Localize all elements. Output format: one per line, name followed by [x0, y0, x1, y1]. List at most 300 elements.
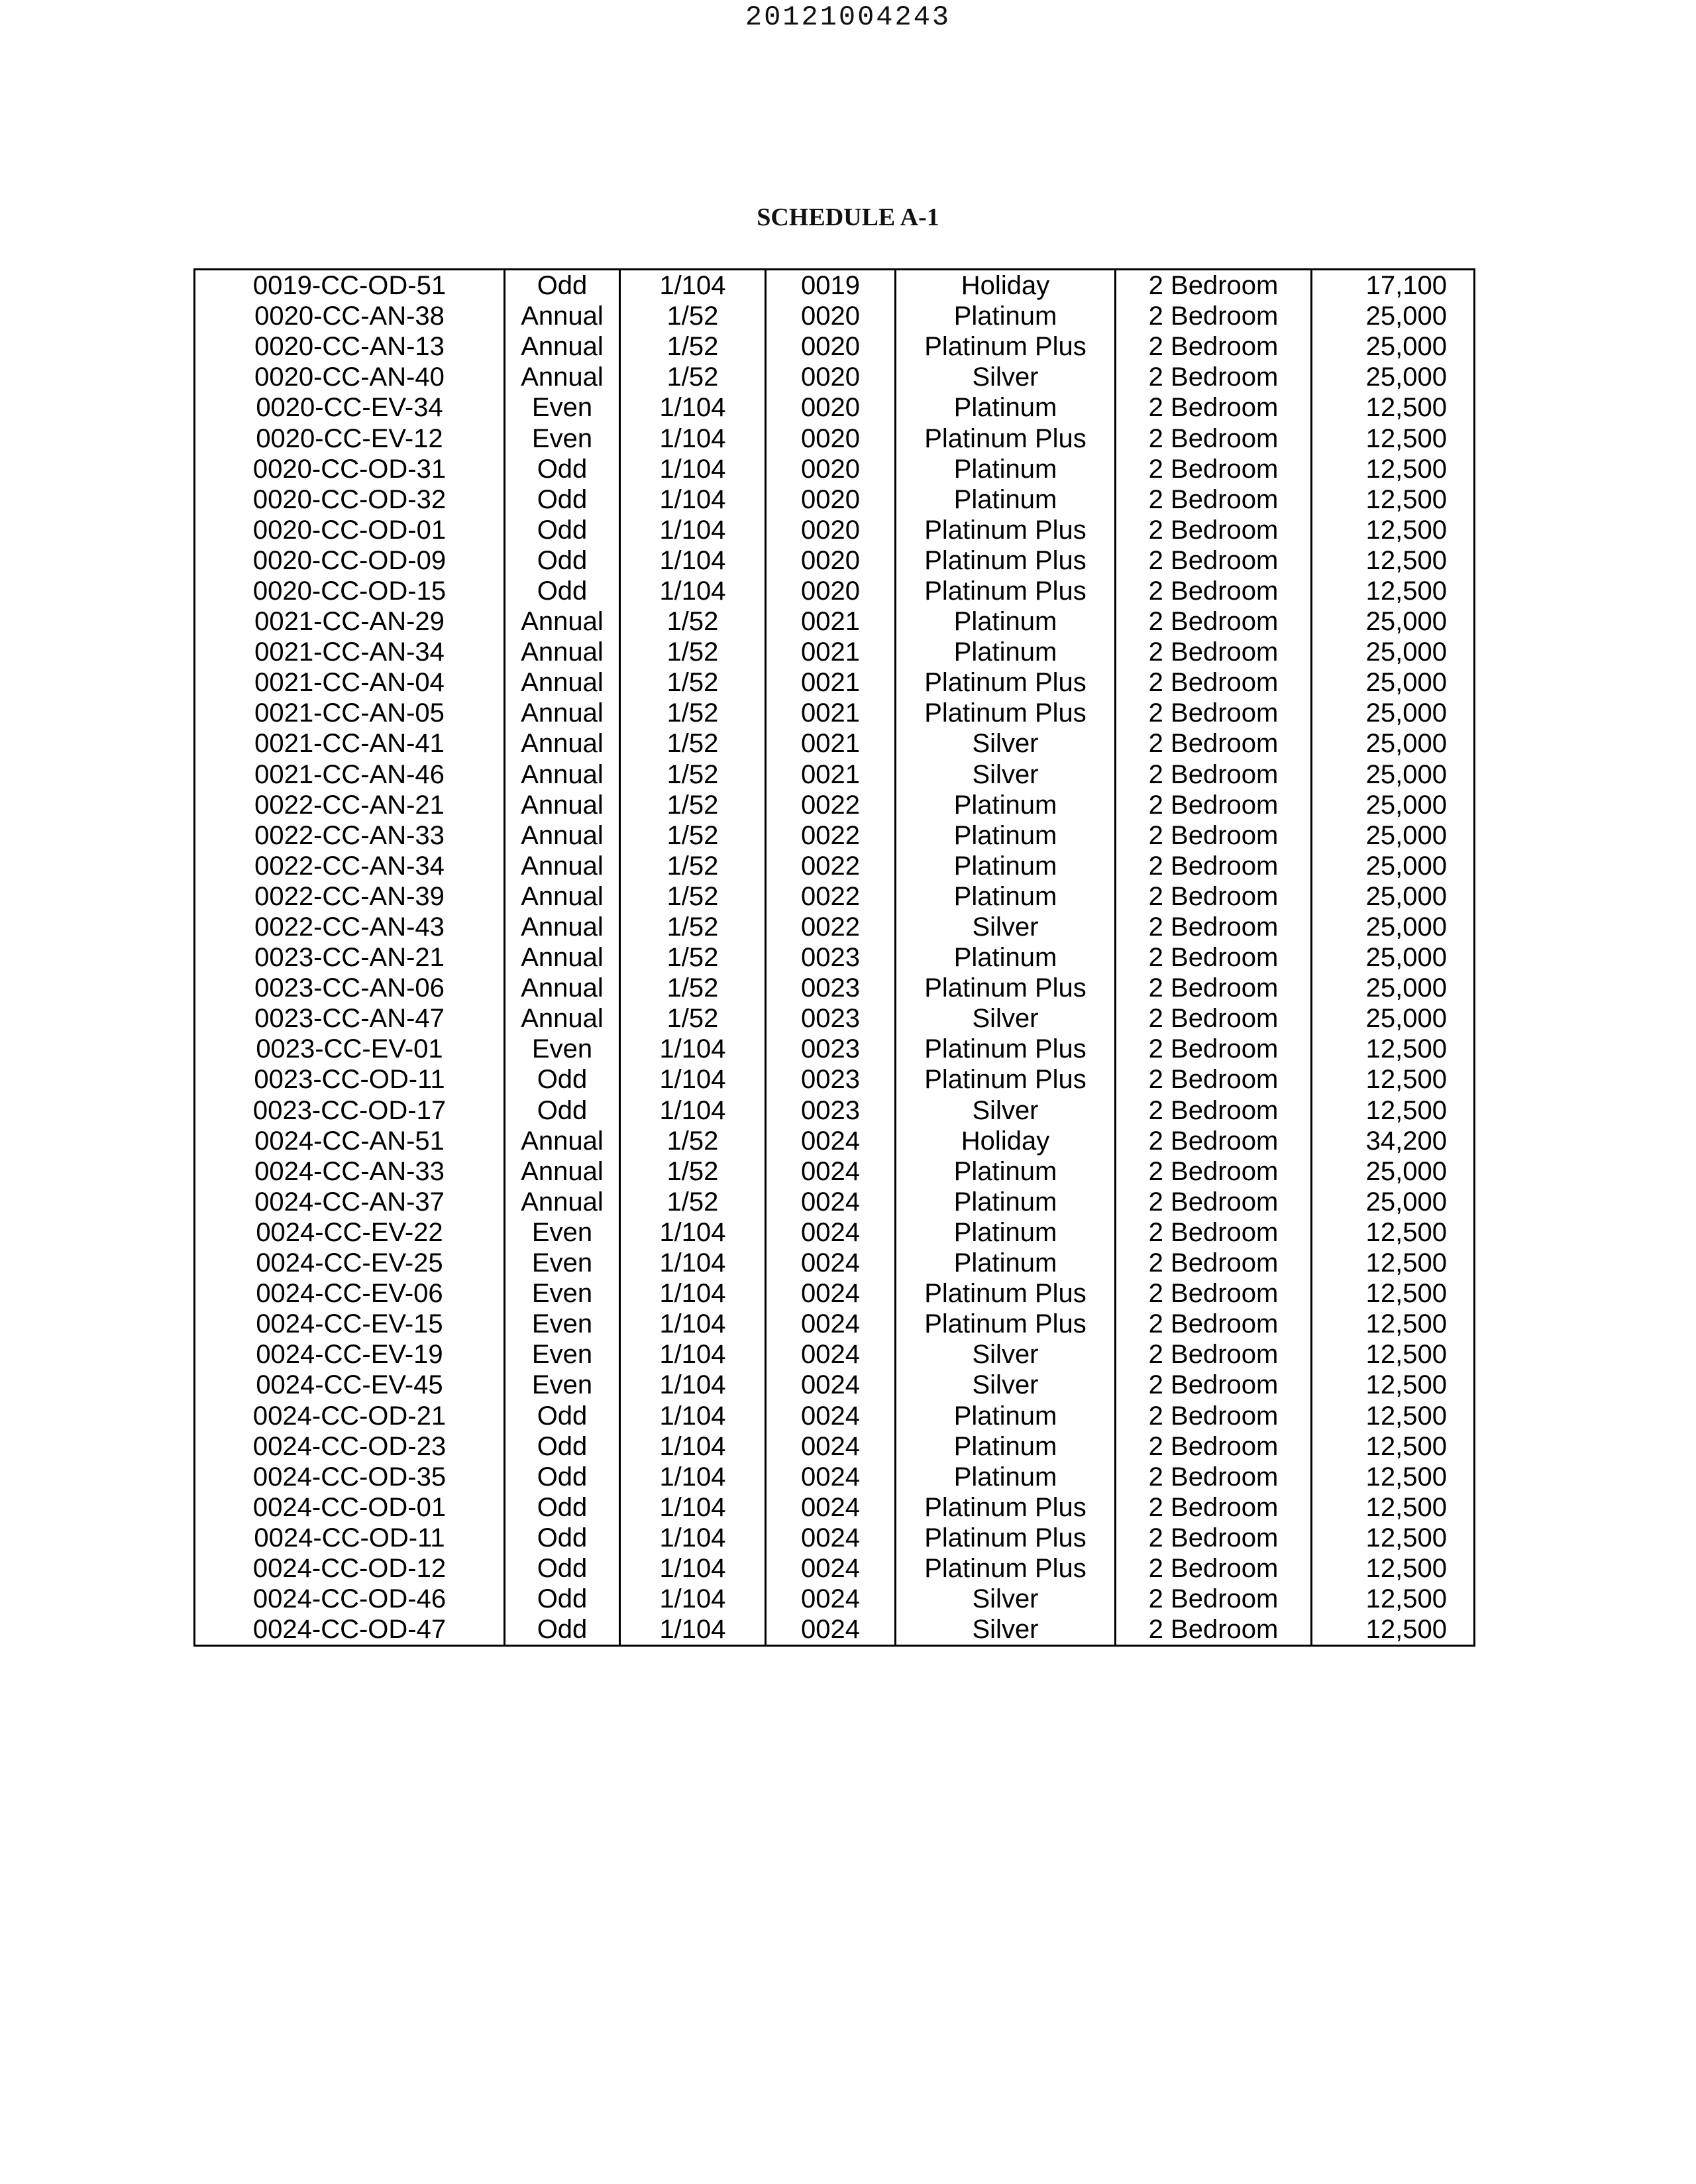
fraction-cell: 1/52 — [620, 851, 766, 881]
unit-cell: 0020 — [766, 515, 896, 545]
interest-id-cell: 0023-CC-OD-17 — [195, 1095, 505, 1126]
unit-type-cell: 2 Bedroom — [1116, 362, 1312, 392]
price-cell: 25,000 — [1312, 1156, 1475, 1187]
price-cell: 34,200 — [1312, 1126, 1475, 1156]
unit-cell: 0022 — [766, 881, 896, 912]
interest-id-cell: 0024-CC-AN-51 — [195, 1126, 505, 1156]
unit-type-cell: 2 Bedroom — [1116, 484, 1312, 515]
unit-type-cell: 2 Bedroom — [1116, 1003, 1312, 1034]
table-row — [195, 790, 1475, 820]
interest-id-cell: 0024-CC-OD-46 — [195, 1584, 505, 1614]
interest-id-cell: 0023-CC-EV-01 — [195, 1034, 505, 1064]
season-cell: Silver — [896, 912, 1116, 942]
table-row — [195, 1462, 1475, 1492]
table-row — [195, 515, 1475, 545]
fraction-cell: 1/104 — [620, 1064, 766, 1095]
use-year-cell: Even — [505, 1339, 620, 1370]
season-cell: Platinum — [896, 820, 1116, 851]
unit-type-cell: 2 Bedroom — [1116, 1553, 1312, 1584]
unit-cell: 0020 — [766, 392, 896, 423]
use-year-cell: Odd — [505, 1553, 620, 1584]
season-cell: Silver — [896, 1095, 1116, 1126]
unit-cell: 0020 — [766, 362, 896, 392]
use-year-cell: Annual — [505, 942, 620, 973]
unit-type-cell: 2 Bedroom — [1116, 820, 1312, 851]
price-cell: 25,000 — [1312, 606, 1475, 637]
season-cell: Silver — [896, 1614, 1116, 1646]
unit-cell: 0021 — [766, 698, 896, 728]
fraction-cell: 1/52 — [620, 759, 766, 790]
table-row — [195, 270, 1475, 301]
unit-cell: 0020 — [766, 484, 896, 515]
price-cell: 12,500 — [1312, 1614, 1475, 1646]
fraction-cell: 1/52 — [620, 1003, 766, 1034]
unit-cell: 0024 — [766, 1156, 896, 1187]
fraction-cell: 1/104 — [620, 1309, 766, 1339]
interest-id-cell: 0024-CC-EV-19 — [195, 1339, 505, 1370]
unit-cell: 0021 — [766, 667, 896, 698]
season-cell: Silver — [896, 1370, 1116, 1400]
fraction-cell: 1/104 — [620, 1278, 766, 1309]
use-year-cell: Annual — [505, 881, 620, 912]
table-row — [195, 1187, 1475, 1217]
unit-type-cell: 2 Bedroom — [1116, 1370, 1312, 1400]
table-row — [195, 1400, 1475, 1431]
price-cell: 25,000 — [1312, 851, 1475, 881]
fraction-cell: 1/52 — [620, 1187, 766, 1217]
unit-cell: 0023 — [766, 1034, 896, 1064]
unit-cell: 0021 — [766, 637, 896, 667]
interest-id-cell: 0023-CC-AN-06 — [195, 973, 505, 1003]
use-year-cell: Even — [505, 1034, 620, 1064]
unit-cell: 0021 — [766, 759, 896, 790]
unit-type-cell: 2 Bedroom — [1116, 1523, 1312, 1553]
price-cell: 25,000 — [1312, 820, 1475, 851]
interest-id-cell: 0020-CC-AN-40 — [195, 362, 505, 392]
table-row — [195, 1431, 1475, 1462]
season-cell: Platinum Plus — [896, 1553, 1116, 1584]
use-year-cell: Odd — [505, 515, 620, 545]
unit-type-cell: 2 Bedroom — [1116, 1095, 1312, 1126]
unit-type-cell: 2 Bedroom — [1116, 728, 1312, 759]
use-year-cell: Odd — [505, 484, 620, 515]
fraction-cell: 1/104 — [620, 1431, 766, 1462]
interest-id-cell: 0019-CC-OD-51 — [195, 270, 505, 301]
fraction-cell: 1/52 — [620, 790, 766, 820]
fraction-cell: 1/52 — [620, 912, 766, 942]
table-row — [195, 759, 1475, 790]
price-cell: 25,000 — [1312, 637, 1475, 667]
table-row — [195, 1523, 1475, 1553]
fraction-cell: 1/52 — [620, 1156, 766, 1187]
document-number: 20121004243 — [745, 1, 951, 33]
fraction-cell: 1/52 — [620, 698, 766, 728]
use-year-cell: Annual — [505, 973, 620, 1003]
fraction-cell: 1/52 — [620, 606, 766, 637]
interest-id-cell: 0020-CC-OD-15 — [195, 576, 505, 606]
unit-type-cell: 2 Bedroom — [1116, 606, 1312, 637]
table-row — [195, 820, 1475, 851]
unit-cell: 0024 — [766, 1492, 896, 1523]
unit-cell: 0024 — [766, 1400, 896, 1431]
fraction-cell: 1/104 — [620, 423, 766, 453]
table-row — [195, 851, 1475, 881]
unit-cell: 0020 — [766, 423, 896, 453]
season-cell: Platinum Plus — [896, 667, 1116, 698]
unit-cell: 0020 — [766, 301, 896, 331]
unit-cell: 0024 — [766, 1523, 896, 1553]
table-row — [195, 1248, 1475, 1278]
interest-id-cell: 0024-CC-OD-12 — [195, 1553, 505, 1584]
season-cell: Platinum — [896, 1462, 1116, 1492]
price-cell: 12,500 — [1312, 392, 1475, 423]
unit-type-cell: 2 Bedroom — [1116, 392, 1312, 423]
season-cell: Platinum — [896, 1187, 1116, 1217]
use-year-cell: Annual — [505, 912, 620, 942]
table-row — [195, 362, 1475, 392]
schedule-table — [193, 268, 1475, 1647]
table-row — [195, 1156, 1475, 1187]
interest-id-cell: 0022-CC-AN-34 — [195, 851, 505, 881]
unit-cell: 0022 — [766, 790, 896, 820]
season-cell: Platinum — [896, 454, 1116, 484]
interest-id-cell: 0022-CC-AN-43 — [195, 912, 505, 942]
price-cell: 17,100 — [1312, 270, 1475, 301]
use-year-cell: Annual — [505, 1187, 620, 1217]
use-year-cell: Odd — [505, 1400, 620, 1431]
unit-type-cell: 2 Bedroom — [1116, 973, 1312, 1003]
fraction-cell: 1/52 — [620, 301, 766, 331]
fraction-cell: 1/104 — [620, 1034, 766, 1064]
use-year-cell: Odd — [505, 1064, 620, 1095]
unit-type-cell: 2 Bedroom — [1116, 942, 1312, 973]
interest-id-cell: 0023-CC-AN-21 — [195, 942, 505, 973]
table-row — [195, 576, 1475, 606]
fraction-cell: 1/104 — [620, 1400, 766, 1431]
use-year-cell: Annual — [505, 820, 620, 851]
season-cell: Platinum — [896, 484, 1116, 515]
price-cell: 12,500 — [1312, 1095, 1475, 1126]
table-row — [195, 1064, 1475, 1095]
unit-type-cell: 2 Bedroom — [1116, 1156, 1312, 1187]
price-cell: 12,500 — [1312, 1034, 1475, 1064]
interest-id-cell: 0020-CC-EV-34 — [195, 392, 505, 423]
unit-type-cell: 2 Bedroom — [1116, 454, 1312, 484]
interest-id-cell: 0024-CC-EV-06 — [195, 1278, 505, 1309]
table-row — [195, 1309, 1475, 1339]
fraction-cell: 1/104 — [620, 1217, 766, 1248]
schedule-table-body — [195, 270, 1475, 1646]
fraction-cell: 1/104 — [620, 392, 766, 423]
unit-type-cell: 2 Bedroom — [1116, 637, 1312, 667]
fraction-cell: 1/104 — [620, 576, 766, 606]
price-cell: 12,500 — [1312, 1278, 1475, 1309]
season-cell: Platinum Plus — [896, 698, 1116, 728]
interest-id-cell: 0024-CC-EV-25 — [195, 1248, 505, 1278]
table-row — [195, 1339, 1475, 1370]
use-year-cell: Annual — [505, 301, 620, 331]
unit-cell: 0021 — [766, 606, 896, 637]
season-cell: Platinum — [896, 301, 1116, 331]
interest-id-cell: 0024-CC-EV-45 — [195, 1370, 505, 1400]
season-cell: Platinum — [896, 942, 1116, 973]
unit-type-cell: 2 Bedroom — [1116, 912, 1312, 942]
use-year-cell: Even — [505, 1217, 620, 1248]
use-year-cell: Even — [505, 1278, 620, 1309]
use-year-cell: Odd — [505, 1523, 620, 1553]
table-row — [195, 1492, 1475, 1523]
unit-type-cell: 2 Bedroom — [1116, 1187, 1312, 1217]
unit-cell: 0021 — [766, 728, 896, 759]
unit-type-cell: 2 Bedroom — [1116, 1217, 1312, 1248]
unit-type-cell: 2 Bedroom — [1116, 1248, 1312, 1278]
price-cell: 25,000 — [1312, 912, 1475, 942]
price-cell: 12,500 — [1312, 576, 1475, 606]
interest-id-cell: 0023-CC-OD-11 — [195, 1064, 505, 1095]
season-cell: Platinum Plus — [896, 1523, 1116, 1553]
use-year-cell: Odd — [505, 1614, 620, 1646]
table-row — [195, 331, 1475, 362]
price-cell: 12,500 — [1312, 1431, 1475, 1462]
season-cell: Platinum — [896, 790, 1116, 820]
unit-cell: 0024 — [766, 1431, 896, 1462]
fraction-cell: 1/52 — [620, 331, 766, 362]
table-row — [195, 881, 1475, 912]
fraction-cell: 1/52 — [620, 1126, 766, 1156]
price-cell: 12,500 — [1312, 454, 1475, 484]
unit-cell: 0024 — [766, 1462, 896, 1492]
interest-id-cell: 0020-CC-OD-09 — [195, 545, 505, 576]
use-year-cell: Odd — [505, 1462, 620, 1492]
table-row — [195, 1034, 1475, 1064]
price-cell: 25,000 — [1312, 1003, 1475, 1034]
use-year-cell: Annual — [505, 362, 620, 392]
season-cell: Platinum Plus — [896, 331, 1116, 362]
interest-id-cell: 0022-CC-AN-39 — [195, 881, 505, 912]
fraction-cell: 1/104 — [620, 1248, 766, 1278]
unit-type-cell: 2 Bedroom — [1116, 270, 1312, 301]
season-cell: Platinum — [896, 1217, 1116, 1248]
table-row — [195, 301, 1475, 331]
price-cell: 12,500 — [1312, 1248, 1475, 1278]
price-cell: 25,000 — [1312, 881, 1475, 912]
unit-cell: 0024 — [766, 1584, 896, 1614]
price-cell: 12,500 — [1312, 423, 1475, 453]
unit-type-cell: 2 Bedroom — [1116, 1614, 1312, 1646]
interest-id-cell: 0021-CC-AN-46 — [195, 759, 505, 790]
unit-cell: 0024 — [766, 1339, 896, 1370]
use-year-cell: Odd — [505, 1431, 620, 1462]
unit-cell: 0023 — [766, 1003, 896, 1034]
table-row — [195, 1217, 1475, 1248]
season-cell: Platinum — [896, 881, 1116, 912]
use-year-cell: Annual — [505, 728, 620, 759]
fraction-cell: 1/104 — [620, 1370, 766, 1400]
unit-cell: 0024 — [766, 1309, 896, 1339]
unit-cell: 0023 — [766, 973, 896, 1003]
fraction-cell: 1/104 — [620, 545, 766, 576]
interest-id-cell: 0020-CC-EV-12 — [195, 423, 505, 453]
price-cell: 12,500 — [1312, 1553, 1475, 1584]
use-year-cell: Annual — [505, 1156, 620, 1187]
schedule-title: SCHEDULE A-1 — [757, 203, 939, 231]
price-cell: 12,500 — [1312, 484, 1475, 515]
fraction-cell: 1/52 — [620, 667, 766, 698]
fraction-cell: 1/52 — [620, 881, 766, 912]
use-year-cell: Even — [505, 1248, 620, 1278]
interest-id-cell: 0024-CC-OD-01 — [195, 1492, 505, 1523]
interest-id-cell: 0021-CC-AN-05 — [195, 698, 505, 728]
unit-type-cell: 2 Bedroom — [1116, 1278, 1312, 1309]
season-cell: Platinum Plus — [896, 1034, 1116, 1064]
unit-cell: 0024 — [766, 1248, 896, 1278]
interest-id-cell: 0020-CC-AN-38 — [195, 301, 505, 331]
season-cell: Holiday — [896, 1126, 1116, 1156]
season-cell: Silver — [896, 1339, 1116, 1370]
season-cell: Platinum Plus — [896, 1278, 1116, 1309]
use-year-cell: Odd — [505, 545, 620, 576]
interest-id-cell: 0021-CC-AN-34 — [195, 637, 505, 667]
table-row — [195, 1003, 1475, 1034]
use-year-cell: Odd — [505, 576, 620, 606]
fraction-cell: 1/52 — [620, 942, 766, 973]
interest-id-cell: 0022-CC-AN-21 — [195, 790, 505, 820]
price-cell: 25,000 — [1312, 728, 1475, 759]
interest-id-cell: 0020-CC-OD-32 — [195, 484, 505, 515]
fraction-cell: 1/104 — [620, 454, 766, 484]
season-cell: Platinum Plus — [896, 1492, 1116, 1523]
unit-cell: 0024 — [766, 1217, 896, 1248]
table-row — [195, 698, 1475, 728]
price-cell: 25,000 — [1312, 1187, 1475, 1217]
table-row — [195, 1553, 1475, 1584]
season-cell: Silver — [896, 1584, 1116, 1614]
use-year-cell: Annual — [505, 698, 620, 728]
interest-id-cell: 0024-CC-OD-47 — [195, 1614, 505, 1646]
use-year-cell: Annual — [505, 606, 620, 637]
table-row — [195, 392, 1475, 423]
price-cell: 12,500 — [1312, 1523, 1475, 1553]
price-cell: 12,500 — [1312, 1064, 1475, 1095]
unit-type-cell: 2 Bedroom — [1116, 1431, 1312, 1462]
unit-cell: 0024 — [766, 1126, 896, 1156]
season-cell: Silver — [896, 1003, 1116, 1034]
use-year-cell: Odd — [505, 1095, 620, 1126]
price-cell: 25,000 — [1312, 331, 1475, 362]
use-year-cell: Annual — [505, 851, 620, 881]
price-cell: 25,000 — [1312, 301, 1475, 331]
unit-type-cell: 2 Bedroom — [1116, 881, 1312, 912]
fraction-cell: 1/104 — [620, 515, 766, 545]
season-cell: Platinum Plus — [896, 576, 1116, 606]
season-cell: Platinum Plus — [896, 515, 1116, 545]
unit-type-cell: 2 Bedroom — [1116, 1492, 1312, 1523]
table-row — [195, 1614, 1475, 1646]
table-row — [195, 637, 1475, 667]
price-cell: 12,500 — [1312, 1309, 1475, 1339]
use-year-cell: Annual — [505, 759, 620, 790]
interest-id-cell: 0024-CC-OD-11 — [195, 1523, 505, 1553]
fraction-cell: 1/104 — [620, 484, 766, 515]
use-year-cell: Odd — [505, 270, 620, 301]
unit-type-cell: 2 Bedroom — [1116, 1400, 1312, 1431]
fraction-cell: 1/104 — [620, 1614, 766, 1646]
unit-type-cell: 2 Bedroom — [1116, 331, 1312, 362]
use-year-cell: Even — [505, 392, 620, 423]
season-cell: Platinum — [896, 1431, 1116, 1462]
fraction-cell: 1/52 — [620, 820, 766, 851]
price-cell: 12,500 — [1312, 1370, 1475, 1400]
unit-type-cell: 2 Bedroom — [1116, 1064, 1312, 1095]
season-cell: Platinum — [896, 851, 1116, 881]
interest-id-cell: 0024-CC-EV-22 — [195, 1217, 505, 1248]
use-year-cell: Annual — [505, 637, 620, 667]
unit-type-cell: 2 Bedroom — [1116, 851, 1312, 881]
table-row — [195, 1095, 1475, 1126]
interest-id-cell: 0020-CC-OD-01 — [195, 515, 505, 545]
season-cell: Platinum — [896, 1400, 1116, 1431]
unit-cell: 0024 — [766, 1553, 896, 1584]
unit-type-cell: 2 Bedroom — [1116, 576, 1312, 606]
price-cell: 12,500 — [1312, 515, 1475, 545]
unit-cell: 0024 — [766, 1187, 896, 1217]
unit-cell: 0019 — [766, 270, 896, 301]
price-cell: 12,500 — [1312, 1462, 1475, 1492]
table-row — [195, 667, 1475, 698]
unit-type-cell: 2 Bedroom — [1116, 1584, 1312, 1614]
unit-type-cell: 2 Bedroom — [1116, 1339, 1312, 1370]
table-row — [195, 545, 1475, 576]
price-cell: 12,500 — [1312, 1400, 1475, 1431]
unit-cell: 0020 — [766, 454, 896, 484]
interest-id-cell: 0021-CC-AN-04 — [195, 667, 505, 698]
price-cell: 12,500 — [1312, 1584, 1475, 1614]
unit-type-cell: 2 Bedroom — [1116, 545, 1312, 576]
use-year-cell: Annual — [505, 667, 620, 698]
table-row — [195, 942, 1475, 973]
interest-id-cell: 0021-CC-AN-41 — [195, 728, 505, 759]
price-cell: 12,500 — [1312, 545, 1475, 576]
price-cell: 25,000 — [1312, 973, 1475, 1003]
fraction-cell: 1/52 — [620, 362, 766, 392]
table-row — [195, 1278, 1475, 1309]
use-year-cell: Odd — [505, 1584, 620, 1614]
season-cell: Silver — [896, 728, 1116, 759]
interest-id-cell: 0024-CC-OD-35 — [195, 1462, 505, 1492]
fraction-cell: 1/104 — [620, 1492, 766, 1523]
interest-id-cell: 0023-CC-AN-47 — [195, 1003, 505, 1034]
interest-id-cell: 0021-CC-AN-29 — [195, 606, 505, 637]
season-cell: Platinum — [896, 1248, 1116, 1278]
table-row — [195, 484, 1475, 515]
interest-id-cell: 0024-CC-OD-21 — [195, 1400, 505, 1431]
use-year-cell: Odd — [505, 1492, 620, 1523]
unit-cell: 0020 — [766, 576, 896, 606]
interest-id-cell: 0024-CC-AN-37 — [195, 1187, 505, 1217]
price-cell: 12,500 — [1312, 1492, 1475, 1523]
season-cell: Platinum Plus — [896, 1064, 1116, 1095]
season-cell: Platinum Plus — [896, 545, 1116, 576]
use-year-cell: Annual — [505, 1126, 620, 1156]
unit-cell: 0022 — [766, 851, 896, 881]
table-row — [195, 423, 1475, 453]
unit-type-cell: 2 Bedroom — [1116, 1126, 1312, 1156]
price-cell: 25,000 — [1312, 942, 1475, 973]
table-row — [195, 912, 1475, 942]
unit-cell: 0022 — [766, 820, 896, 851]
unit-cell: 0024 — [766, 1278, 896, 1309]
fraction-cell: 1/104 — [620, 1584, 766, 1614]
